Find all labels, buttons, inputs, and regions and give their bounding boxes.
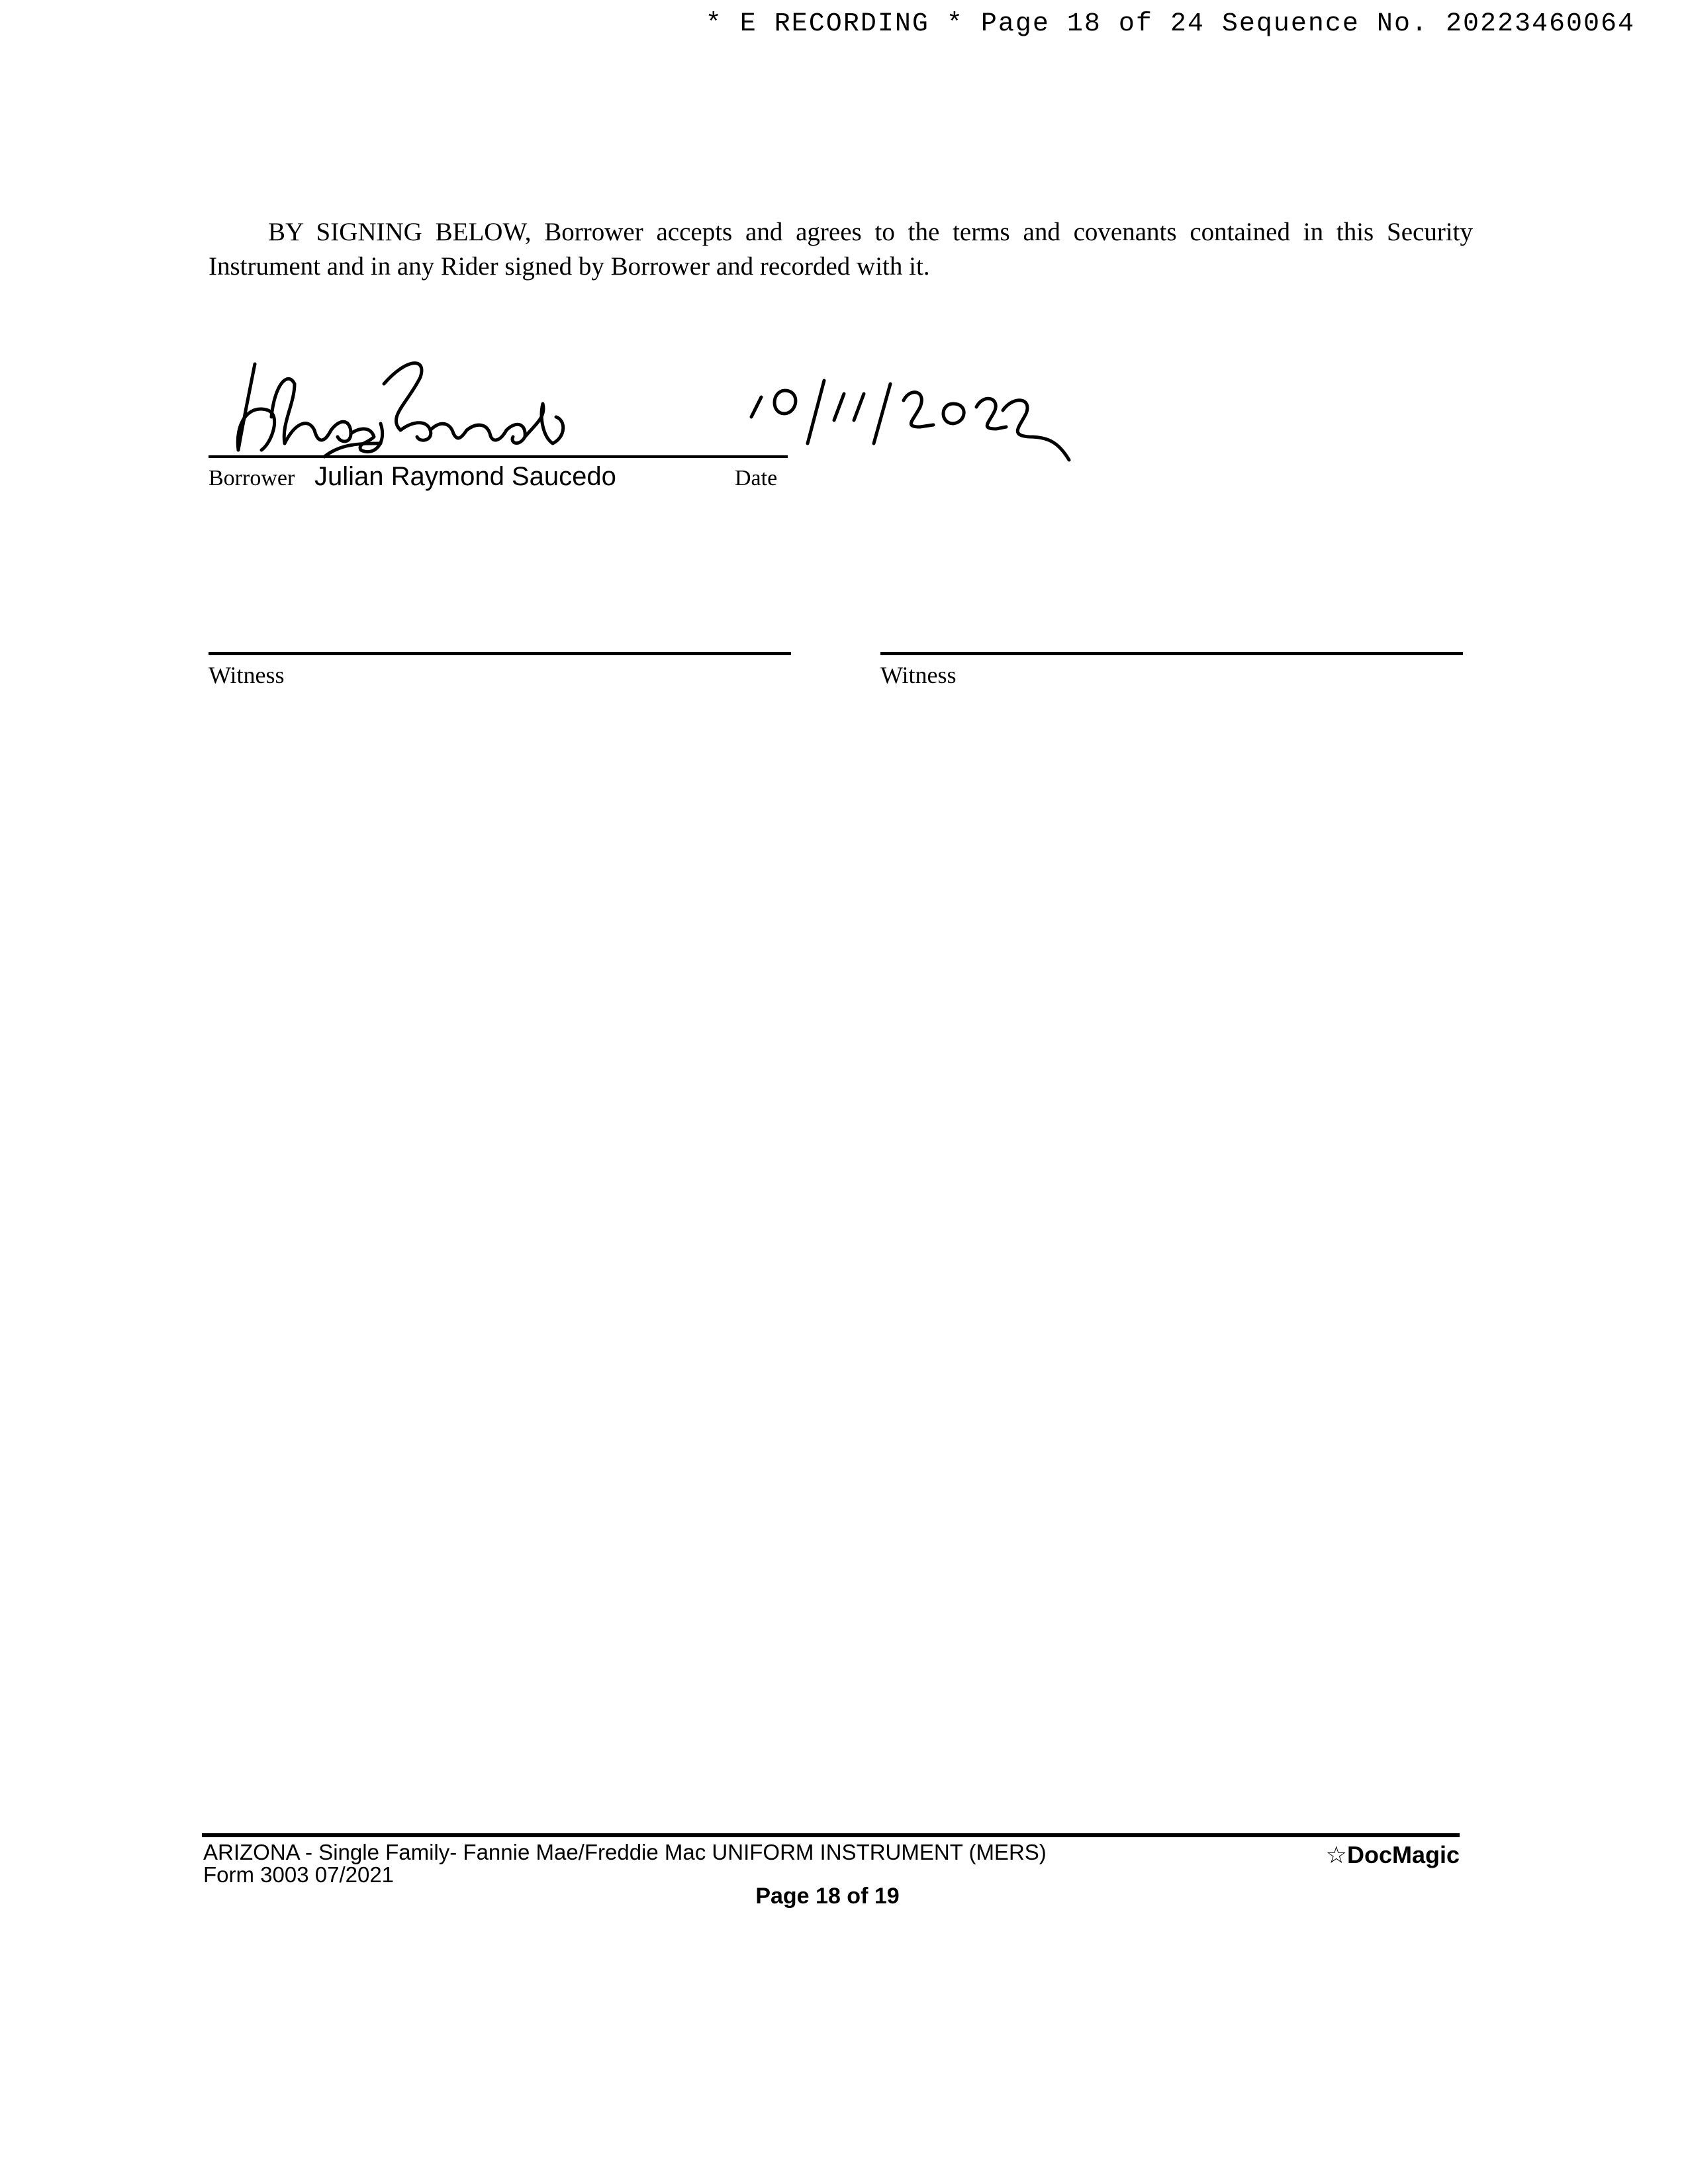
signature-line [209, 455, 788, 458]
footer-form-info [203, 1841, 1047, 1886]
witness-signature-line [209, 652, 791, 655]
borrower-name: Julian Raymond Saucedo [314, 462, 616, 491]
date-label: Date [735, 466, 778, 490]
brand-name: DocMagic [1346, 1841, 1460, 1868]
witness-label: Witness [209, 662, 285, 688]
signing-statement: BY SIGNING BELOW, Borrower accepts and agrees to the terms and covenants contained in this Security Instrument and in any Rider signed by Borrower and recorded with it. [209, 218, 1473, 281]
docmagic-logo [1317, 1841, 1460, 1869]
borrower-signature-block [209, 344, 1201, 510]
witness-signature-line [880, 652, 1463, 655]
form-title: ARIZONA - Single Family- Fannie Mae/Freddie Mac UNIFORM INSTRUMENT (MERS) [203, 1840, 1047, 1864]
recording-stamp: * E RECORDING * Page 18 of 24 Sequence No. 20223460064 [705, 9, 1635, 39]
witness-label: Witness [880, 662, 957, 688]
footer-divider [202, 1833, 1460, 1837]
borrower-label: Borrower [209, 466, 295, 490]
star-icon: ☆ [1325, 1841, 1347, 1868]
page-number: Page 18 of 19 [755, 1884, 900, 1909]
form-number: Form 3003 07/2021 [203, 1862, 395, 1887]
witness-block-left [209, 652, 791, 698]
witness-block-right [880, 652, 1463, 698]
